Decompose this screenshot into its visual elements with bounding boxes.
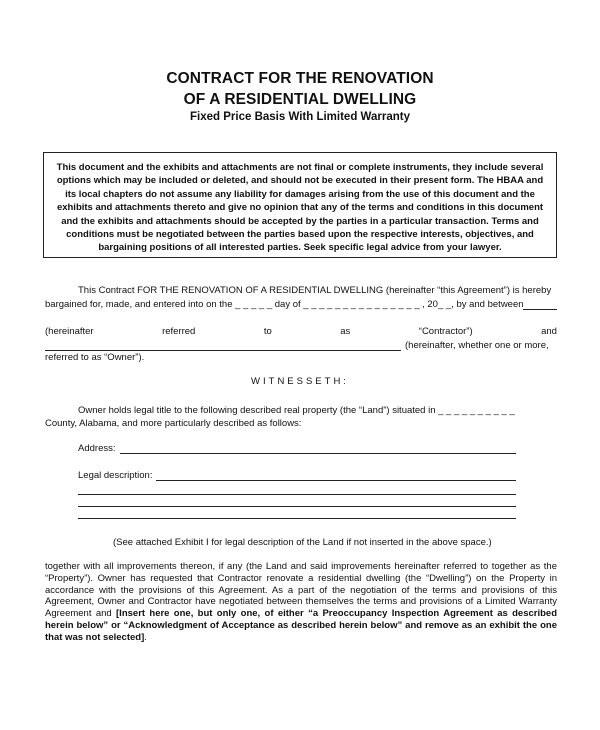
document-subtitle: Fixed Price Basis With Limited Warranty — [190, 111, 410, 123]
contractor-word: (hereinafter — [45, 326, 94, 337]
final-paragraph-text: together with all improvements thereon, if any (the Land and said improvements hereinafter referred to together as the “Property”). Owner has requested that Contractor renovate a residential dwelling (the “Dwelling”) on the Property in accordance with the provisions of this Agreement. As a part of the negotiation of the terms and provisions of this Agreement, Owner and Contractor have negotiated between themselves the terms and provisions of a Limited Warranty Agreement and — [45, 561, 557, 620]
contractor-word: referred — [162, 326, 196, 337]
exhibit-note: (See attached Exhibit I for legal description of the Land if not inserted in the above space.) — [113, 537, 492, 548]
intro-line-2: bargained for, made, and entered into on the _ _ _ _ _ day of _ _ _ _ _ _ _ _ _ _ _ _ _ _ _ , 20_ _, by and between — [45, 299, 524, 310]
contractor-word: to — [263, 326, 272, 337]
witnesseth-heading: WITNESSETH: — [251, 376, 349, 387]
document-title-line1: CONTRACT FOR THE RENOVATION — [166, 70, 434, 87]
owner-holds-line-2: County, Alabama, and more particularly described as follows: — [45, 418, 302, 429]
owner-line-2: referred to as “Owner”). — [45, 352, 145, 363]
intro-blank-rule — [523, 309, 557, 310]
intro-line-1: This Contract FOR THE RENOVATION OF A RESIDENTIAL DWELLING (hereinafter “this Agreement”) is hereby — [78, 285, 552, 296]
final-paragraph-instruction: [Insert here one, but only one, of either “a Preoccupancy Inspection Agreement as described herein below” or “Acknowledgment of Acceptance as described herein below” and remove as an exhibit the one that was not selected] — [45, 608, 557, 643]
final-paragraph — [45, 561, 557, 644]
contractor-line — [45, 326, 557, 337]
document-title-line2: OF A RESIDENTIAL DWELLING — [183, 91, 417, 108]
legal-description-rule — [78, 494, 516, 495]
address-rule — [120, 453, 516, 454]
owner-suffix: (hereinafter, whether one or more, — [405, 340, 549, 351]
contractor-word: “Contractor”) — [418, 326, 473, 337]
disclaimer-box: This document and the exhibits and attachments are not final or complete instruments, they include several options which may be included or deleted, and should not be executed in their present form. The HBAA and its local chapters do not assume any liability for damages arising from the use of this document and the exhibits and attachments thereto and give no opinion that any of the terms and conditions in this document and the exhibits and attachments should be accepted by the parties in a particular transaction. Terms and conditions must be negotiated between the parties based upon the respective interests, objectives, and bargaining positions of all interested parties. Seek specific legal advice from your lawyer. — [43, 152, 557, 258]
address-label: Address: — [78, 443, 116, 454]
owner-name-rule — [45, 350, 401, 351]
legal-description-rule — [156, 480, 516, 481]
contractor-word: as — [340, 326, 351, 337]
final-paragraph-end: . — [144, 631, 147, 643]
contractor-word: and — [541, 326, 557, 337]
legal-description-rule — [78, 518, 516, 519]
owner-holds-line-1: Owner holds legal title to the following described real property (the “Land”) situated in _ _ _ _ _ _ _ _ _ _ — [78, 405, 515, 416]
legal-description-label: Legal description: — [78, 470, 153, 481]
legal-description-rule — [78, 506, 516, 507]
